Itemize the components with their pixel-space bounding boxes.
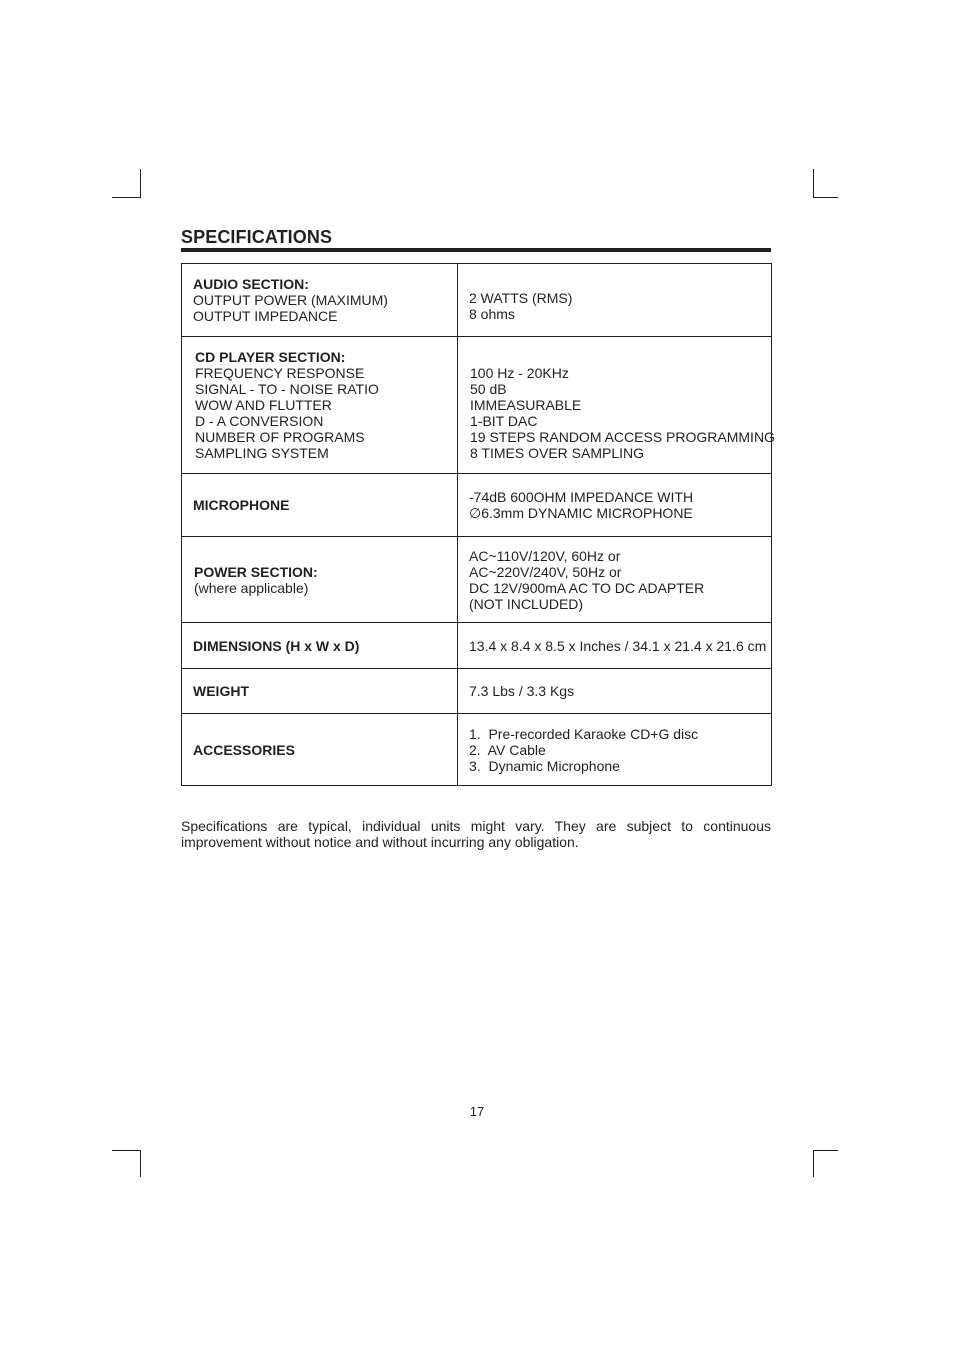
crop-mark-top-left-h xyxy=(112,197,141,198)
microphone-value: -74dB 600OHM IMPEDANCE WITH xyxy=(469,489,694,505)
audio-label: OUTPUT IMPEDANCE xyxy=(193,308,338,324)
cd-value: 8 TIMES OVER SAMPLING xyxy=(470,445,645,461)
power-section-title: POWER SECTION: xyxy=(194,563,318,580)
list-item: 3. Dynamic Microphone xyxy=(469,757,620,774)
table-row-audio xyxy=(182,264,772,337)
dimensions-title: DIMENSIONS (H x W x D) xyxy=(193,637,360,654)
cd-value: 19 STEPS RANDOM ACCESS PROGRAMMING xyxy=(470,429,775,445)
table-row-accessories xyxy=(182,714,772,786)
power-value-cell xyxy=(458,537,772,623)
audio-label-cell xyxy=(182,264,458,337)
cd-label: NUMBER OF PROGRAMS xyxy=(195,429,365,445)
accessories-title: ACCESSORIES xyxy=(193,741,295,758)
table-row-dimensions xyxy=(182,623,772,669)
table-row-weight xyxy=(182,669,772,714)
cd-label: D - A CONVERSION xyxy=(195,413,324,429)
accessories-list xyxy=(469,726,761,774)
accessories-value-cell xyxy=(458,714,772,786)
cd-label-cell xyxy=(182,337,458,474)
table-row-cd-player xyxy=(182,337,772,474)
audio-value-cell xyxy=(458,264,772,337)
audio-label: OUTPUT POWER (MAXIMUM) xyxy=(193,292,388,308)
cd-value: 50 dB xyxy=(470,381,507,397)
cd-section-title: CD PLAYER SECTION: xyxy=(195,349,346,365)
weight-title: WEIGHT xyxy=(193,683,249,699)
crop-mark-top-right-h xyxy=(813,197,838,198)
page-title: SPECIFICATIONS xyxy=(181,227,333,247)
power-value: AC~220V/240V, 50Hz or xyxy=(469,563,622,580)
power-value: AC~110V/120V, 60Hz or xyxy=(469,547,621,564)
cd-value-cell xyxy=(458,337,775,474)
power-value: DC 12V/900mA AC TO DC ADAPTER xyxy=(469,579,705,596)
weight-label-cell xyxy=(182,669,458,714)
specifications-table xyxy=(181,263,775,786)
crop-mark-bottom-right-v xyxy=(813,1150,814,1177)
power-value: (NOT INCLUDED) xyxy=(469,595,584,612)
microphone-label-cell xyxy=(182,474,458,537)
specifications-footnote: Specifications are typical, individual units might vary. They are subject to continuous improvement without notice and without incurring any obligation. xyxy=(181,818,771,850)
list-item: 2. AV Cable xyxy=(469,741,546,758)
cd-value: IMMEASURABLE xyxy=(470,397,582,413)
dimensions-value: 13.4 x 8.4 x 8.5 x Inches / 34.1 x 21.4 x 21.6 cm xyxy=(469,637,767,654)
table-row-power xyxy=(182,537,772,623)
crop-mark-top-left-v xyxy=(140,169,141,198)
cd-value: 1-BIT DAC xyxy=(470,413,538,429)
cd-value: 100 Hz - 20KHz xyxy=(470,365,569,381)
microphone-title: MICROPHONE xyxy=(193,497,290,513)
cd-label: FREQUENCY RESPONSE xyxy=(195,365,365,381)
audio-value: 2 WATTS (RMS) xyxy=(469,290,573,306)
crop-mark-bottom-right-h xyxy=(813,1150,838,1151)
microphone-value-cell xyxy=(458,474,772,537)
microphone-value: ∅6.3mm DYNAMIC MICROPHONE xyxy=(469,505,693,521)
page-number: 17 xyxy=(469,1104,485,1119)
list-item: 1. Pre-recorded Karaoke CD+G disc xyxy=(469,725,699,742)
accessories-label-cell xyxy=(182,714,458,786)
cd-label: SIGNAL - TO - NOISE RATIO xyxy=(195,381,379,397)
audio-value: 8 ohms xyxy=(469,306,515,322)
cd-label: WOW AND FLUTTER xyxy=(195,397,332,413)
power-label-cell xyxy=(182,537,458,623)
title-underline xyxy=(181,248,771,252)
weight-value: 7.3 Lbs / 3.3 Kgs xyxy=(469,683,575,699)
power-note: (where applicable) xyxy=(194,579,309,596)
dimensions-label-cell xyxy=(182,623,458,669)
cd-label: SAMPLING SYSTEM xyxy=(195,445,329,461)
table-row-microphone xyxy=(182,474,772,537)
crop-mark-bottom-left-v xyxy=(140,1150,141,1177)
dimensions-value-cell xyxy=(458,623,772,669)
weight-value-cell xyxy=(458,669,772,714)
audio-section-title: AUDIO SECTION: xyxy=(193,276,309,292)
crop-mark-bottom-left-h xyxy=(112,1150,141,1151)
crop-mark-top-right-v xyxy=(813,169,814,198)
